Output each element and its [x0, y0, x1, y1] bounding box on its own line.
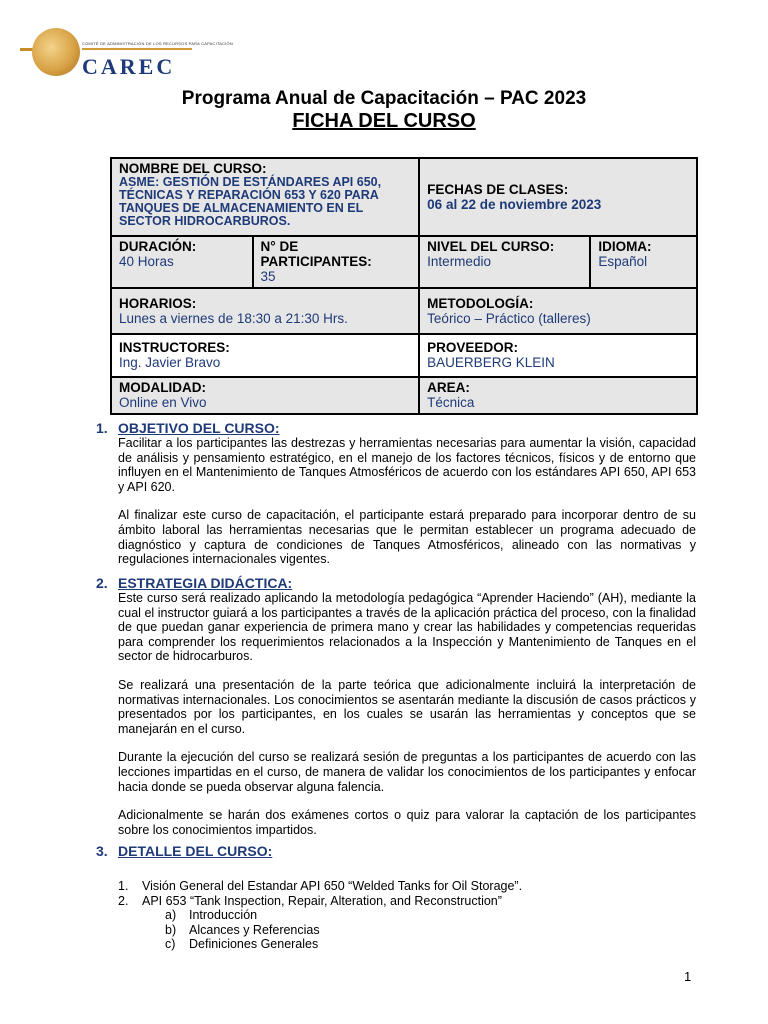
sublist-item: [165, 923, 696, 938]
participants-label: N° DE PARTICIPANTES:: [260, 239, 372, 269]
participants-value: 35: [260, 269, 276, 284]
page-title: Programa Anual de Capacitación – PAC 2023: [181, 88, 587, 109]
detail-sublist: [165, 908, 696, 952]
detail-section: [96, 843, 696, 952]
course-name-cell: [111, 158, 419, 236]
sublist-item-letter: c): [165, 937, 176, 952]
strategy-section: [96, 575, 696, 850]
course-name-value: ASME: GESTIÓN DE ESTÁNDARES API 650, TÉCNICAS Y REPARACIÓN 653 Y 620 PARA TANQUES DE ALMACENAMIENTO EN EL SECTOR HIDROCARBUROS.: [119, 175, 382, 228]
level-label: NIVEL DEL CURSO:: [427, 239, 555, 254]
level-cell: [419, 236, 590, 288]
sublist-item-text: Introducción: [189, 908, 258, 923]
methodology-cell: [419, 288, 697, 334]
objective-heading: [96, 420, 696, 436]
area-cell: [419, 377, 697, 414]
schedule-cell: [111, 288, 419, 334]
level-value: Intermedio: [427, 254, 491, 269]
logo-brand: CAREC: [82, 54, 176, 79]
instructors-cell: [111, 334, 419, 377]
logo-small-text: COMITÉ DE ADMINISTRACIÓN DE LOS RECURSOS PARA CAPACITACIÓN: [82, 41, 233, 46]
area-label: AREA:: [427, 380, 470, 395]
sublist-item: [165, 908, 696, 923]
course-info-table: [110, 157, 698, 415]
page-subtitle: FICHA DEL CURSO: [292, 110, 476, 132]
sublist-item-text: Alcances y Referencias: [189, 922, 320, 937]
strategy-paragraph-2: Se realizará una presentación de la parte teórica que adicionalmente incluirá la interpretación de normativas internacionales. Los conocimientos se asentarán mediante la discusión de casos prácticos y presentados por los participantes, en los cuales se usarán las herramientas y conceptos que se manejarán en el curso.: [118, 677, 696, 736]
carec-logo: [20, 26, 233, 80]
list-item-number: 2.: [118, 893, 129, 908]
sublist-item-letter: a): [165, 908, 177, 923]
detail-heading-text: DETALLE DEL CURSO:: [118, 843, 273, 859]
modality-label: MODALIDAD:: [119, 380, 206, 395]
area-value: Técnica: [427, 395, 475, 410]
methodology-label: METODOLOGÍA:: [427, 295, 534, 311]
list-item: [118, 894, 696, 909]
sublist-item-letter: b): [165, 922, 177, 937]
dates-label: FECHAS DE CLASES:: [427, 181, 569, 197]
course-name-label: NOMBRE DEL CURSO:: [119, 161, 267, 176]
strategy-number: 2.: [96, 575, 108, 591]
modality-value: Online en Vivo: [119, 395, 207, 410]
strategy-paragraph-1: Este curso será realizado aplicando la metodología pedagógica “Aprender Haciendo” (AH), mediante la cual el instructor guiará a los participantes a través de la aplicación práctica del proceso, con la finalidad de que puedan ganar experiencia de primera mano y crear las habilidades y competencias requeridas para comprender los requerimientos relacionados a la Inspección y Mantenimiento de Tanques en el sector de hidrocarburos.: [118, 591, 696, 664]
objective-number: 1.: [96, 420, 108, 436]
dates-value: 06 al 22 de noviembre 2023: [427, 196, 602, 212]
logo-emblem-icon: [32, 28, 80, 76]
duration-label: DURACIÓN:: [119, 239, 197, 254]
language-cell: [590, 236, 697, 288]
provider-value: BAUERBERG KLEIN: [427, 355, 555, 370]
instructors-label: INSTRUCTORES:: [119, 340, 230, 355]
sublist-item-text: Definiciones Generales: [189, 937, 319, 952]
sublist-item: [165, 937, 696, 952]
participants-cell: [253, 236, 420, 288]
strategy-paragraph-3: Durante la ejecución del curso se realizará sesión de preguntas a los participantes de acuerdo con las lecciones impartidas en el curso, de manera de validar los conocimientos de los participantes y enfocar hacia donde se pueda observar alguna falencia.: [118, 750, 696, 794]
detail-number: 3.: [96, 843, 108, 859]
logo-rule: [82, 48, 192, 50]
list-item-text: API 653 “Tank Inspection, Repair, Alteration, and Reconstruction”: [142, 893, 502, 908]
list-item-text: Visión General del Estandar API 650 “Welded Tanks for Oil Storage”.: [142, 879, 523, 893]
provider-cell: [419, 334, 697, 377]
page-number: 1: [684, 969, 692, 984]
modality-cell: [111, 377, 419, 414]
language-value: Español: [598, 254, 648, 269]
list-item: [118, 879, 696, 894]
strategy-heading-text: ESTRATEGIA DIDÁCTICA:: [118, 575, 293, 591]
methodology-value: Teórico – Práctico (talleres): [427, 310, 591, 326]
language-label: IDIOMA:: [598, 239, 652, 254]
detail-list: [118, 879, 696, 952]
instructors-value: Ing. Javier Bravo: [119, 355, 221, 370]
detail-heading: [96, 843, 696, 859]
strategy-paragraph-4: Adicionalmente se harán dos exámenes cortos o quiz para valorar la captación de los participantes sobre los conocimientos impartidos.: [118, 808, 696, 837]
duration-value: 40 Horas: [119, 254, 174, 269]
objective-paragraph-1: Facilitar a los participantes las destrezas y herramientas necesarias para aumentar la visión, capacidad de análisis y pensamiento estratégico, en el manejo de los factores técnicos, físicos y de entorno que influyen en el Mantenimiento de Tanques Atmosféricos de acuerdo con los estándares API 650, API 653 y API 620.: [118, 436, 696, 494]
provider-label: PROVEEDOR:: [427, 340, 518, 355]
objective-heading-text: OBJETIVO DEL CURSO:: [118, 420, 280, 436]
objective-section: [96, 420, 696, 579]
strategy-heading: [96, 575, 696, 591]
dates-cell: [419, 158, 697, 236]
duration-cell: [111, 236, 253, 288]
list-item-number: 1.: [118, 879, 129, 893]
schedule-value: Lunes a viernes de 18:30 a 21:30 Hrs.: [119, 310, 348, 326]
objective-paragraph-2: Al finalizar este curso de capacitación, el participante estará preparado para incorporar dentro de su ámbito laboral las herramientas necesarias que le permitan establecer un programa adecuado de diagnóstico y captura de condiciones de Tanques Atmosféricos, alineado con las normativas y regulaciones internacionales vigentes.: [118, 508, 696, 567]
schedule-label: HORARIOS:: [119, 295, 197, 311]
